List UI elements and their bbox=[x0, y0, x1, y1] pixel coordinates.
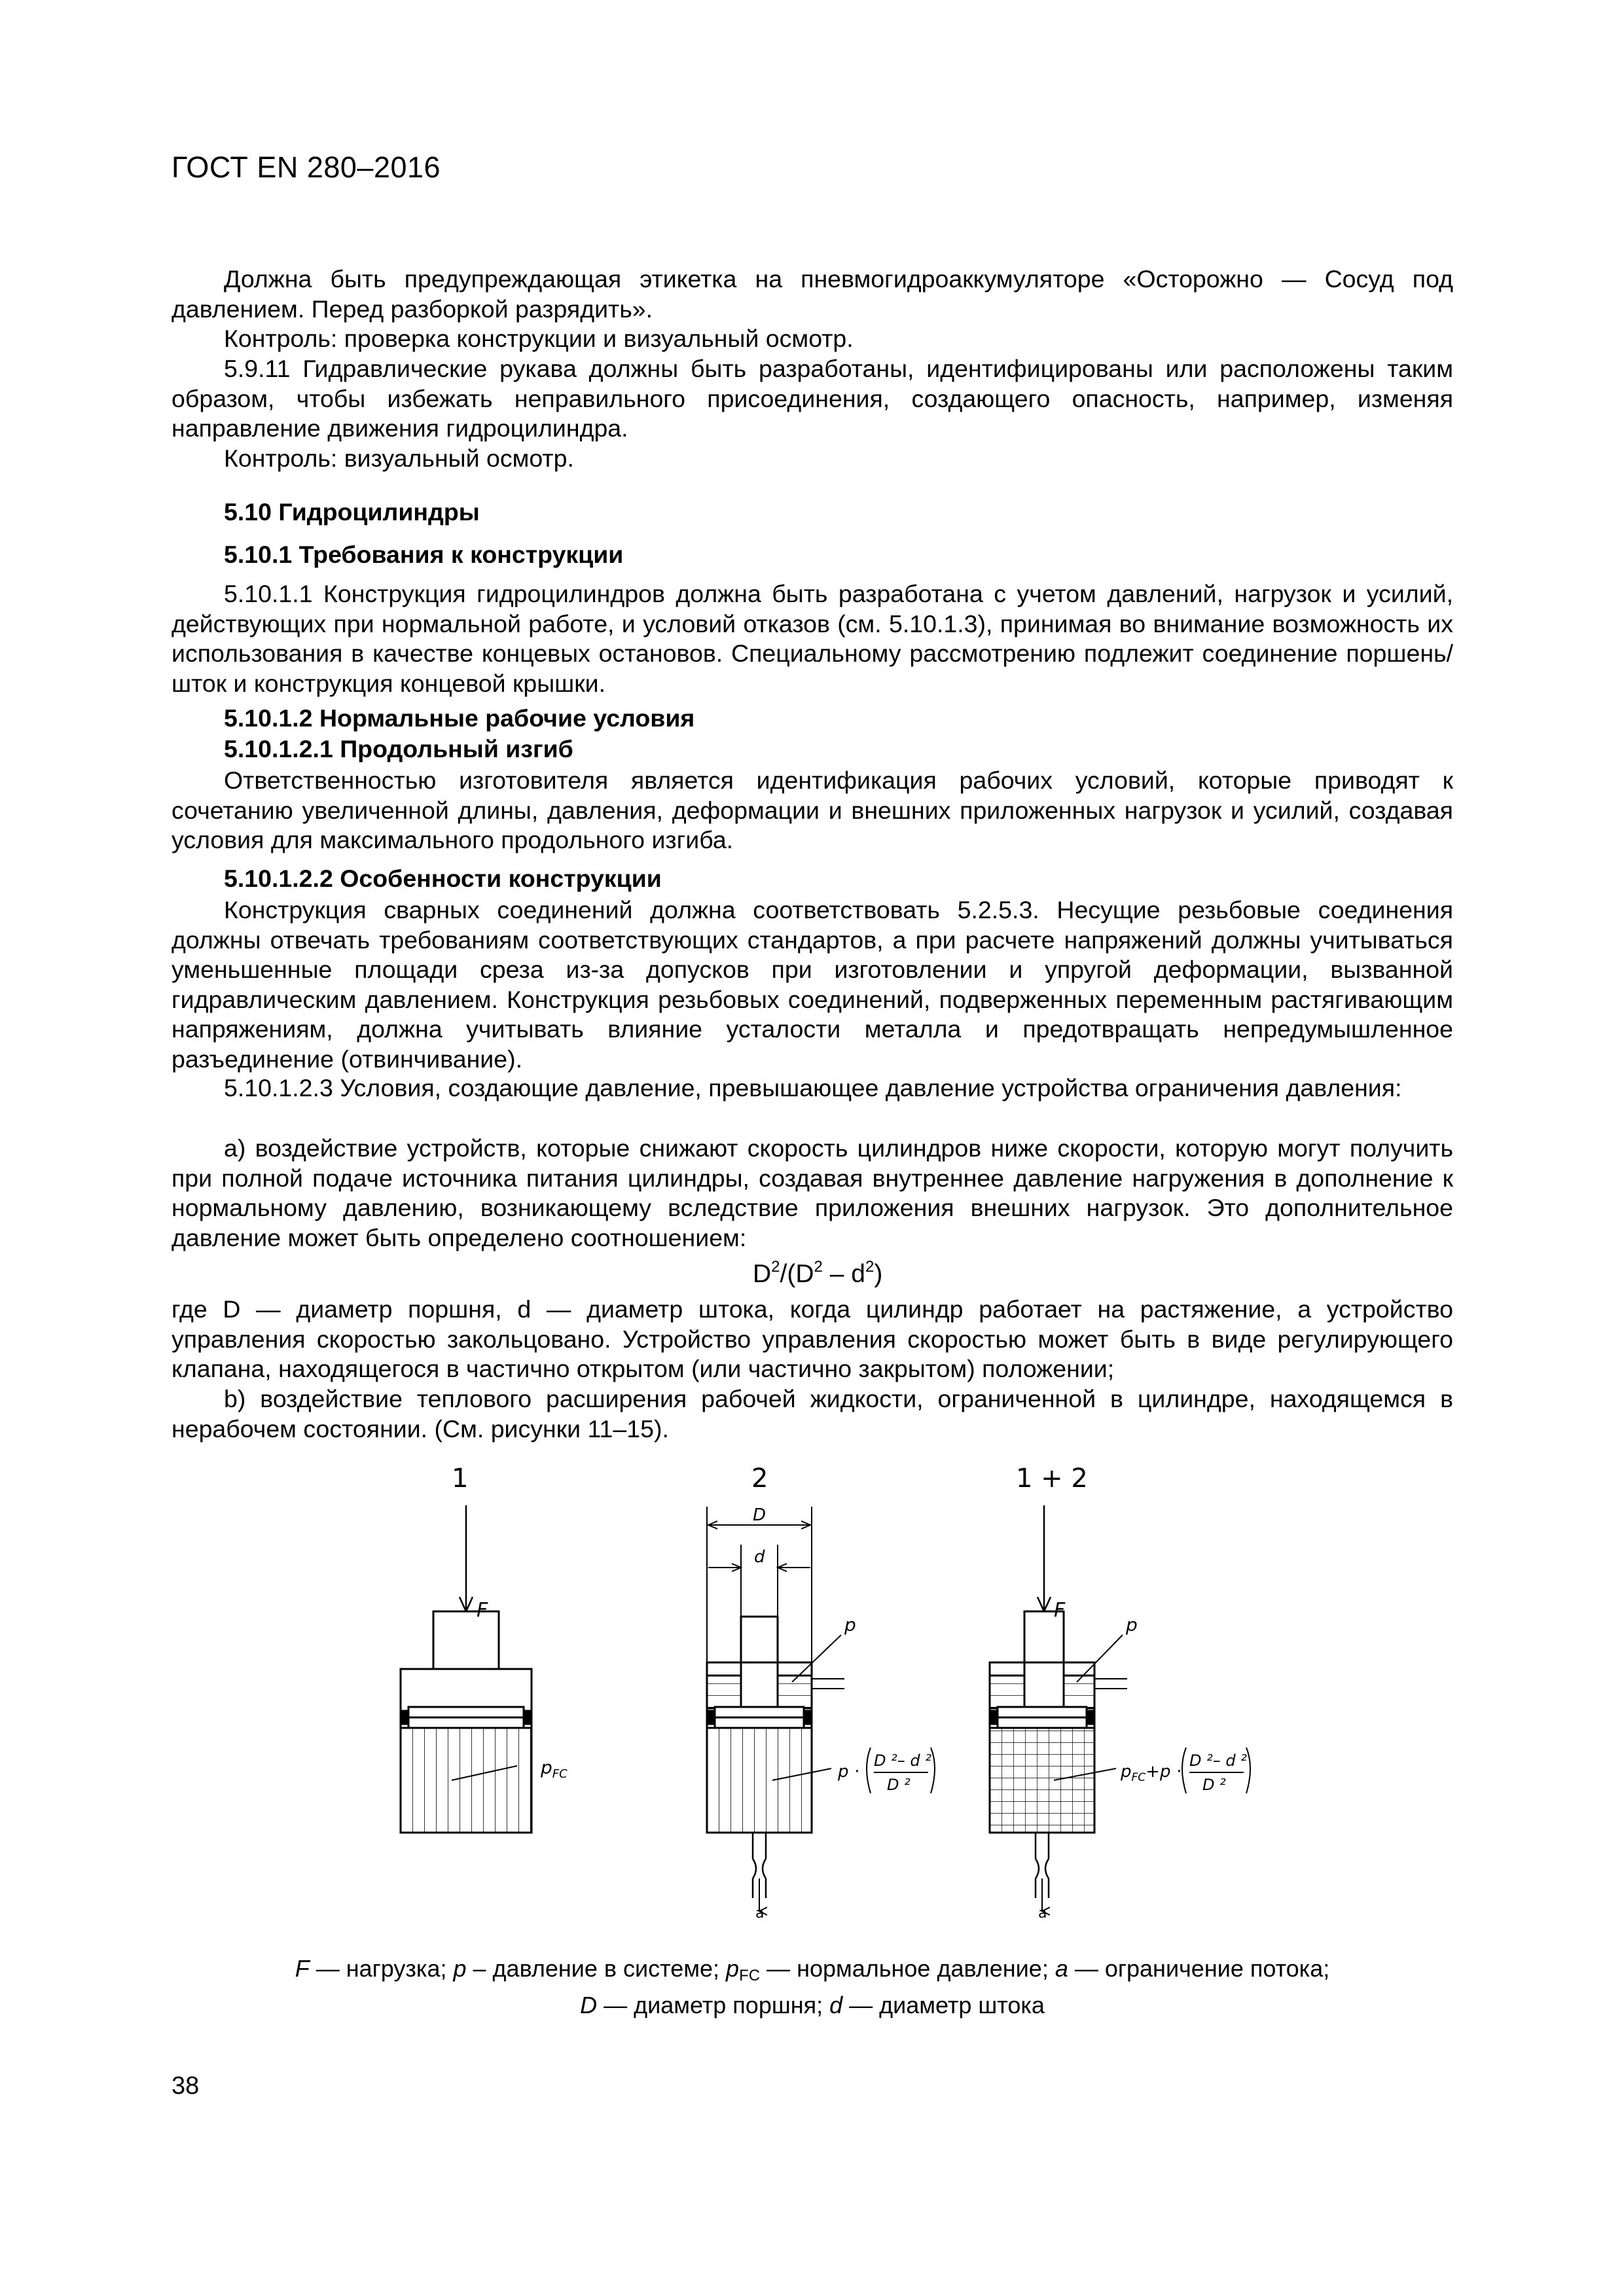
heading-5-10-1-2-2: 5.10.1.2.2 Особенности конструкции bbox=[224, 865, 662, 892]
pressure-expression-2 bbox=[837, 1748, 935, 1794]
heading-5-10-1: 5.10.1 Требования к конструкции bbox=[224, 541, 624, 568]
paragraph-5-10-1-1: 5.10.1.1 Конструкция гидроцилиндров должна быть разработана с учетом давлений, нагрузок и усилий, действующих при нормальной работе, и условий отказов (см. 5.10.1.3), принимая во внимание возможность их использования в качестве концевых остановов. Специальному рассмотрению подлежит соединение поршень/шток и конструкция концевой крышки. bbox=[171, 580, 1453, 697]
svg-text:D ²: D ² bbox=[887, 1776, 911, 1794]
document-header: ГОСТ EN 280–2016 bbox=[171, 151, 441, 184]
force-label-3: F bbox=[1054, 1599, 1066, 1622]
paragraph-control-2: Контроль: визуальный осмотр. bbox=[224, 444, 574, 472]
dimension-D-label: D bbox=[753, 1505, 767, 1525]
svg-text:D ²– d ²: D ²– d ² bbox=[874, 1751, 931, 1770]
svg-text:pFC+p ·: $p_{FC}+p$ · bbox=[1121, 1762, 1182, 1784]
flow-restriction-label-3: a bbox=[1038, 1905, 1047, 1918]
dimension-d-label: d bbox=[754, 1547, 765, 1567]
pressure-label-2: p bbox=[844, 1614, 856, 1636]
paragraph-5-10-1-2-3: 5.10.1.2.3 Условия, создающие давление, превышающее давление устройства ограничения давления: bbox=[224, 1074, 1402, 1102]
svg-text:D ²: D ² bbox=[1202, 1776, 1226, 1794]
svg-text:p ·: p · bbox=[838, 1762, 860, 1782]
paragraph-where-d: где D — диаметр поршня, d — диаметр штока, когда цилиндр работает на растяжение, а устройство управления скоростью закольцовано. Устройство управления скоростью может быть в виде регулирующего клапана, находящегося в частично открытом (или частично закрытом) положении; bbox=[171, 1295, 1453, 1382]
pfc-label-1: $p_{FC}$ bbox=[541, 1757, 568, 1781]
paragraph-buckling: Ответственностью изготовителя является идентификация рабочих условий, которые приводят к сочетанию увеличенной длины, давления, деформации и внешних приложенных нагрузок и усилий, создавая условия для максимального продольного изгиба. bbox=[171, 766, 1453, 853]
pressure-label-3: p bbox=[1126, 1614, 1138, 1636]
figure-label-1-plus-2: 1 + 2 bbox=[1016, 1463, 1088, 1494]
force-label-1: F bbox=[477, 1599, 488, 1622]
paragraph-design-features: Конструкция сварных соединений должна соответствовать 5.2.5.3. Несущие резьбовые соединения должны отвечать требованиям соответствующих стандартов, а при расчете напряжений должны учитываться уменьшенные площади среза из-за допусков при изготовлении и упругой деформации, вызванной гидравлическим давлением. Конструкция резьбовых соединений, подверженных переменным растягивающим напряжениям, должна учитывать влияние усталости металла и предотвращать непредумышленное разъединение (отвинчивание). bbox=[171, 896, 1453, 1073]
flow-restriction-label-2: a bbox=[755, 1905, 765, 1918]
cylinder-figure bbox=[0, 1460, 1624, 1918]
paragraph-item-a: a) воздействие устройств, которые снижают скорость цилиндров ниже скорости, которую могут получить при полной подаче источника питания цилиндры, создавая внутреннее давление нагружения в дополнение к нормальному давлению, возникающему вследствие приложения внешних нагрузок. Это дополнительное давление может быть определено соотношением: bbox=[171, 1134, 1453, 1251]
cylinder-1 bbox=[401, 1505, 532, 1833]
page-number: 38 bbox=[171, 2072, 200, 2100]
figure-caption: F — нагрузка; p – давление в системе; $p_{FC}$ — нормальное давление; a — ограничение потока; D — диаметр поршня; d — диаметр штока bbox=[295, 1955, 1330, 2018]
cylinder-2 bbox=[707, 1507, 844, 1911]
cylinder-1-plus-2 bbox=[990, 1505, 1127, 1911]
paragraph-control-1: Контроль: проверка конструкции и визуальный осмотр. bbox=[224, 325, 854, 352]
paragraph-warning-label: Должна быть предупреждающая этикетка на пневмогидроаккумуляторе «Осторожно — Сосуд под давлением. Перед разборкой разрядить». bbox=[171, 265, 1453, 323]
figure-label-2: 2 bbox=[751, 1463, 768, 1494]
svg-text:D ²– d ²: D ²– d ² bbox=[1189, 1751, 1247, 1770]
pressure-expression-3 bbox=[1120, 1748, 1250, 1794]
heading-5-10-1-2-1: 5.10.1.2.1 Продольный изгиб bbox=[224, 735, 573, 762]
heading-5-10: 5.10 Гидроцилиндры bbox=[224, 498, 480, 526]
formula-pressure-ratio: $D^2/(D^2 - d^2)$ bbox=[753, 1258, 883, 1288]
figure-label-1: 1 bbox=[452, 1463, 469, 1494]
paragraph-item-b: b) воздействие теплового расширения рабочей жидкости, ограниченной в цилиндре, находящемся в нерабочем состоянии. (См. рисунки 11–15). bbox=[171, 1385, 1453, 1443]
heading-5-10-1-2: 5.10.1.2 Нормальные рабочие условия bbox=[224, 704, 695, 732]
paragraph-5-9-11: 5.9.11 Гидравлические рукава должны быть разработаны, идентифицированы или расположены таким образом, чтобы избежать неправильного присоединения, создающего опасность, например, изменяя направление движения гидроцилиндра. bbox=[171, 355, 1453, 442]
